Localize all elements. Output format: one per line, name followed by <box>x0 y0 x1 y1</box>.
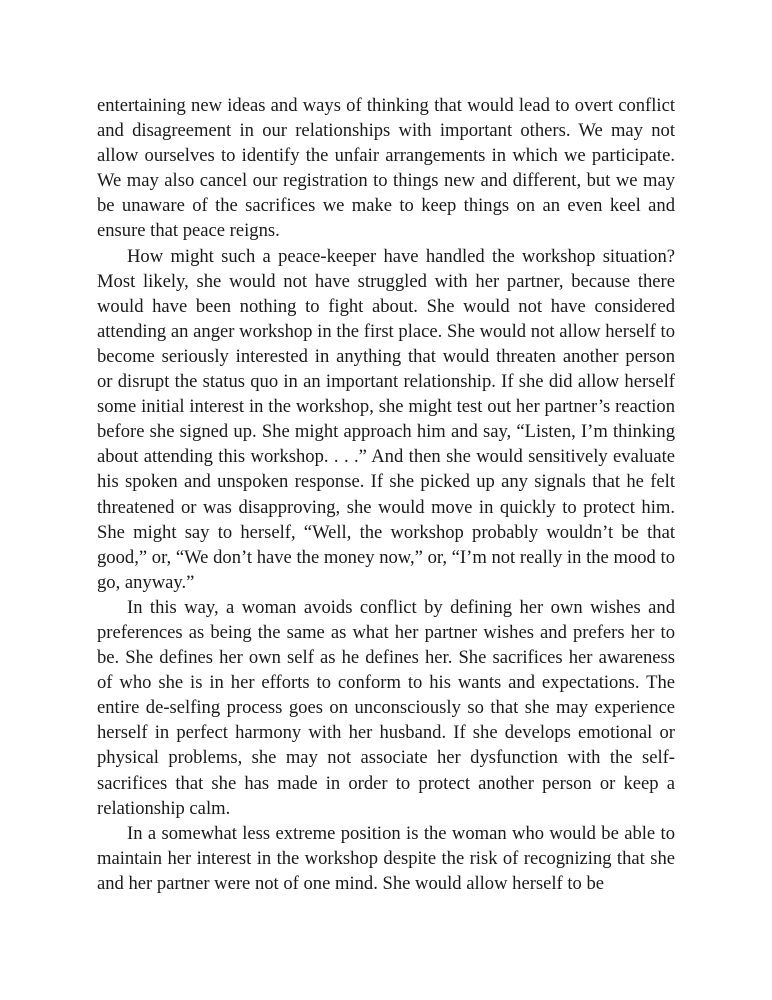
paragraph-continued: entertaining new ideas and ways of thinking that would lead to overt conflict and disagreement in our relationships with important others. We may not allow ourselves to identify the unfair arrangements in which we participate. We may also cancel our registration to things new and different, but we may be unaware of the sacrifices we make to keep things on an even keel and ensure that peace reigns. <box>97 95 675 242</box>
paragraph-less-extreme: In a somewhat less extreme position is the woman who would be able to maintain her interest in the workshop despite the risk of recognizing that she and her partner were not of one mind. She would allow herself to be <box>97 822 675 894</box>
paragraph-peace-keeper: How might such a peace-keeper have handled the workshop situation? Most likely, she would not have struggled with her partner, because there would have been nothing to fight about. She would not have considered attending an anger workshop in the first place. She would not allow herself to become seriously interested in anything that would threaten another person or disrupt the status quo in an important relationship. If she did allow herself some initial interest in the workshop, she might test out her partner’s reaction before she signed up. She might approach him and say, “Listen, I’m thinking about attending this workshop. . . .” And then she would sensitively evaluate his spoken and unspoken response. If she picked up any signals that he felt threatened or was disapproving, she would move in quickly to protect him. She might say to herself, “Well, the workshop probably wouldn’t be that good,” or, “We don’t have the money now,” or, “I’m not really in the mood to go, anyway.” <box>97 245 675 593</box>
paragraph-avoids-conflict: In this way, a woman avoids conflict by defining her own wishes and preferences as being the same as what her partner wishes and prefers her to be. She defines her own self as he defines her. She sacrifices her awareness of who she is in her efforts to conform to his wants and expectations. The entire de-selfing process goes on unconsciously so that she may experience herself in perfect harmony with her husband. If she develops emotional or physical problems, she may not associate her dysfunction with the self-sacrifices that she has made in order to protect another person or keep a relationship calm. <box>97 596 675 819</box>
page-body <box>97 93 675 896</box>
